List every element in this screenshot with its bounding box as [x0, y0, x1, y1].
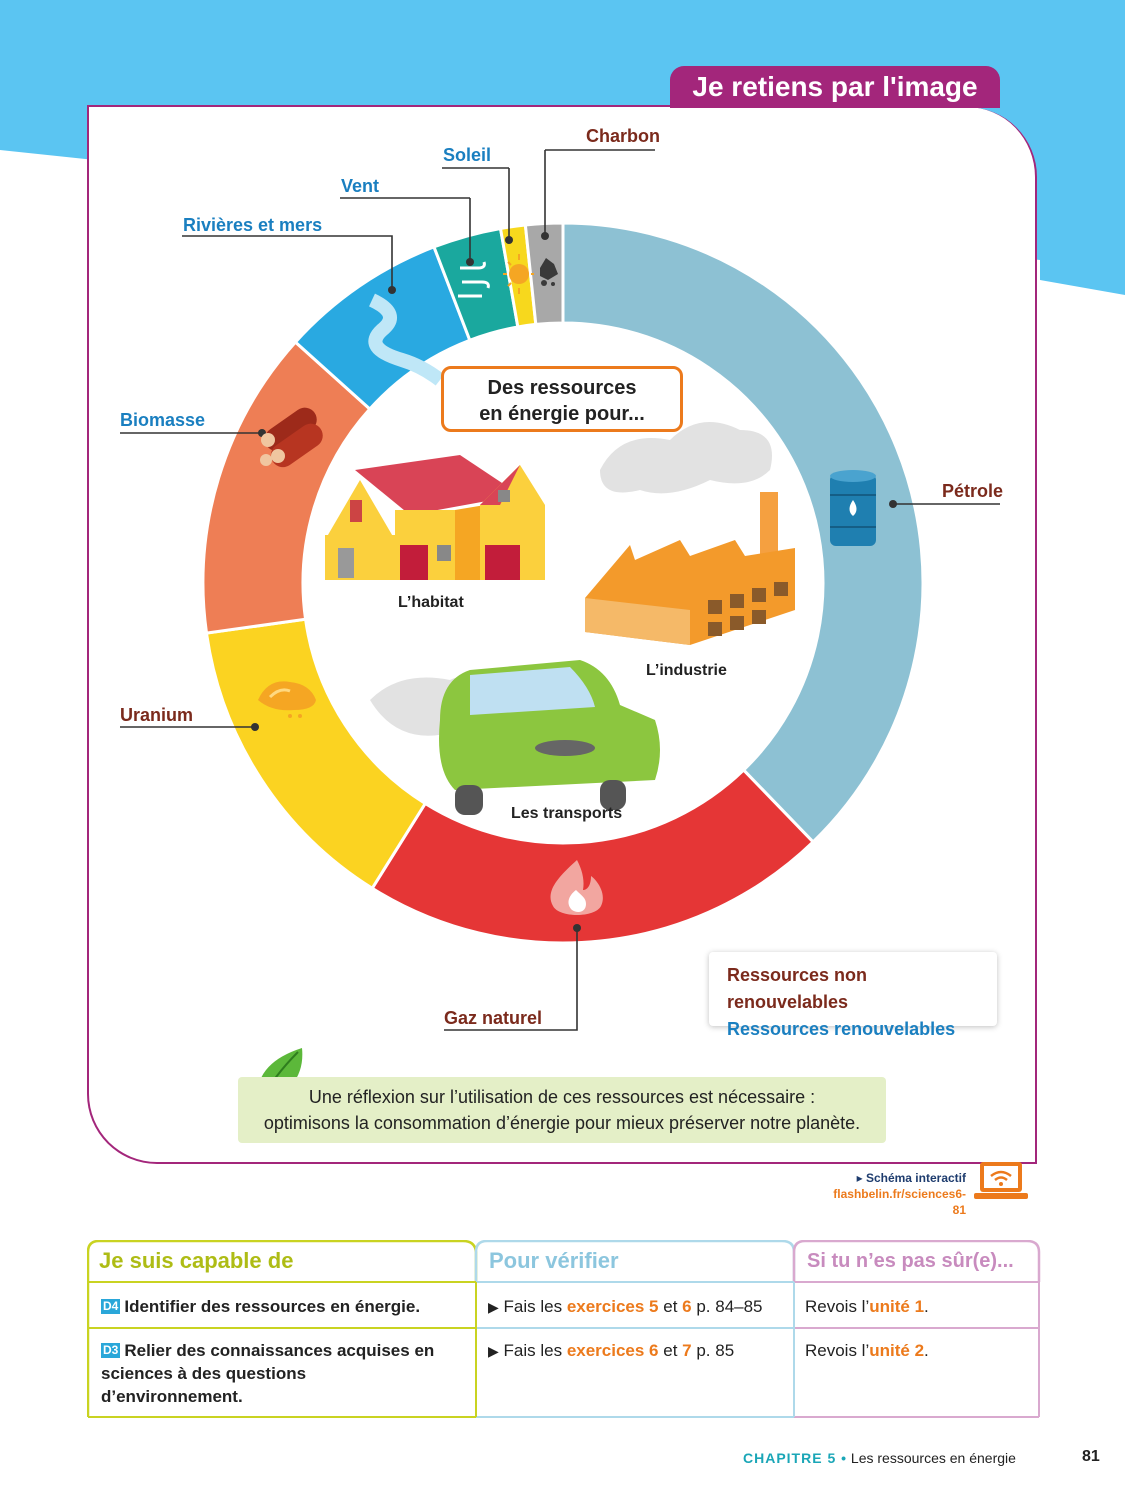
legend-non-renewable: Ressources non renouvelables — [727, 965, 868, 1012]
note-line1: Une réflexion sur l’utilisation de ces ressources est nécessaire : — [308, 1087, 816, 1107]
header-verify: Pour vérifier — [489, 1248, 619, 1273]
label-gaz-naturel: Gaz naturel — [444, 1008, 543, 1028]
legend-renewable: Ressources renouvelables — [727, 1019, 956, 1039]
page-number: 81 — [1082, 1448, 1100, 1465]
header-unsure: Si tu n’es pas sûr(e)... — [807, 1250, 1014, 1272]
table-row-2-review: Revois l’unité 2. — [805, 1341, 929, 1360]
table-row-1-review: Revois l’unité 1. — [805, 1297, 929, 1316]
chapter-label: CHAPITRE 5 • — [743, 1450, 848, 1466]
note-line2: optimisons la consommation d’énergie pour mieux préserver notre planète. — [263, 1113, 861, 1133]
computer-wifi-icon[interactable] — [974, 1160, 1028, 1202]
label-transports: Les transports — [511, 805, 623, 822]
table-row-2-verify: ▶ Fais les exercices 6 et 7 p. 85 — [488, 1341, 735, 1360]
interactive-link[interactable] — [820, 1170, 966, 1218]
label-biomasse: Biomasse — [120, 410, 206, 430]
chapter-title: Les ressources en énergie — [850, 1450, 1016, 1466]
label-charbon: Charbon — [586, 126, 660, 146]
table-row-1-verify: ▶ Fais les exercices 5 et 6 p. 84–85 — [488, 1297, 763, 1316]
triangle-icon: ▶ — [488, 1343, 499, 1359]
section-title: Je retiens par l'image — [670, 66, 1000, 108]
label-habitat: L’habitat — [398, 594, 464, 611]
label-vent: Vent — [341, 176, 380, 196]
triangle-icon: ▶ — [488, 1299, 499, 1315]
label-soleil: Soleil — [443, 145, 492, 165]
leader-rivieres — [182, 236, 392, 290]
legend-box — [709, 952, 997, 1039]
center-title-line2: en énergie pour... — [479, 403, 645, 425]
table-row-1-skill: D4 Identifier des ressources en énergie. — [103, 1297, 421, 1316]
link-url[interactable]: flashbelin.fr/sciences6-81 — [833, 1187, 966, 1217]
center-title-line1: Des ressources — [487, 377, 637, 399]
skill-tag: D3 — [103, 1343, 119, 1357]
table-row-2-skill: D3 Relier des connaissances acquises en sciences à des questions d’environnement. — [101, 1341, 435, 1406]
link-label[interactable]: ▸ Schéma interactif — [856, 1171, 966, 1185]
center-title-box — [441, 366, 683, 432]
page-footer — [743, 1450, 1016, 1466]
skill-tag: D4 — [103, 1299, 119, 1313]
label-petrole: Pétrole — [942, 481, 1004, 501]
reflection-note — [238, 1077, 886, 1143]
header-capable: Je suis capable de — [99, 1248, 294, 1273]
label-industrie: L’industrie — [646, 662, 727, 679]
label-uranium: Uranium — [120, 705, 194, 725]
label-rivieres: Rivières et mers — [183, 215, 323, 235]
oil-barrel-icon — [830, 470, 876, 546]
